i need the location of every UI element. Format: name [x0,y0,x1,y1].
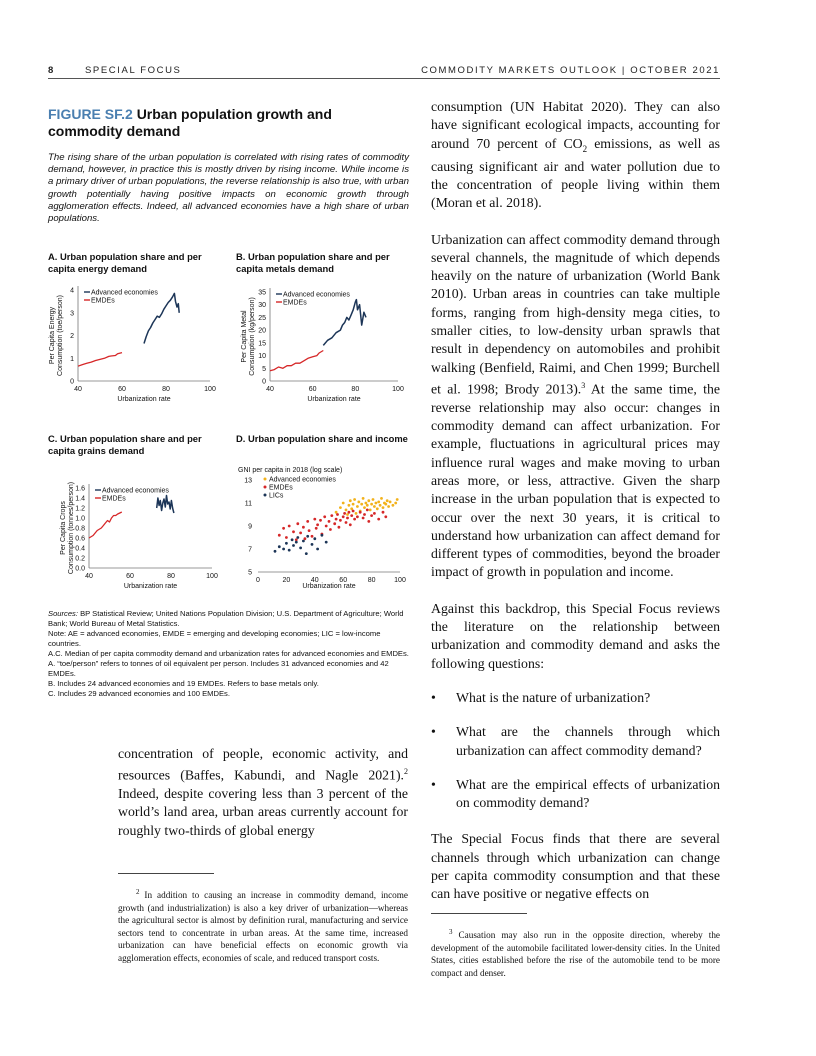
left-body-text [118,745,408,840]
bullet-text-3: What are the empirical effects of urbanization on commodity demand? [456,776,720,811]
scatter-point [367,520,370,523]
scatter-point [362,517,365,520]
p1-text-a: consumption (UN Habitat 2020). They can also have significant ecological impacts, accounting for around 70 percent of CO [431,99,720,151]
x-tick-label: 60 [308,386,317,393]
scatter-point [305,552,308,555]
y-tick-label: 15 [258,340,266,348]
x-tick-label: 60 [118,386,126,393]
right-paragraph-3: Against this backdrop, this Special Focus reviews the literature on the relationship between urbanization and commodity demand and asks the following questions: [431,600,720,671]
series-line [78,353,122,367]
legend-swatch [264,486,267,489]
left-paragraph-text-1: concentration of people, economic activity, and resources (Baffes, Kabundi, and Nagle 2021). [118,746,408,783]
series-line [89,512,122,538]
scatter-point [316,523,319,526]
scatter-point [362,497,365,500]
section-label: SPECIAL FOCUS [85,65,182,76]
right-paragraph-1 [431,98,720,213]
scatter-point [376,507,379,510]
y-axis-label: Per Capita Metal [241,310,248,363]
right-paragraph-4: The Special Focus finds that there are several channels through which urbanization can change per capita commodity consumption and that these can have positive or negative effects on [431,831,720,902]
scatter-point [366,509,369,512]
scatter-point [375,502,378,505]
footnote-3-num: 3 [449,928,453,936]
footnote-3 [431,926,720,979]
scatter-point [345,521,348,524]
y-tick-label: 0 [262,378,266,386]
scatter-point [304,537,307,540]
scatter-point [325,541,328,544]
panel-c-chart [44,478,224,594]
scatter-point [336,513,339,516]
figure-notes [48,609,410,699]
y-tick-label: 0.2 [75,555,85,563]
scatter-point [377,501,380,504]
series-line [144,293,179,343]
x-tick-label: 60 [126,573,134,580]
scatter-point [382,506,385,509]
x-tick-label: 40 [310,577,319,584]
x-axis-label: Urbanization rate [302,583,356,590]
scatter-point [360,503,363,506]
scatter-point [346,517,349,520]
legend-label: LICs [269,492,284,500]
scatter-point [363,506,366,509]
scatter-point [363,513,366,516]
y-axis-label: Consumption (tonnes/person) [68,481,75,575]
scatter-point [359,511,362,514]
footnote-2-num: 2 [136,888,140,896]
legend-label: Advanced economies [283,291,350,299]
legend-label: Advanced economies [269,476,336,484]
abbrev-note: Note: AE = advanced economies, EMDE = emerging and developing economies; LIC = low-income countries. [48,629,381,648]
footnote-2-text: In addition to causing an increase in commodity demand, income growth (and industrialization) is also a key driver of urbanization—whereas the agricultural sector is almost by definition rural, manufacturing and service sectors tend to concentrate in urban areas. At the same time, increased urbanization can have beneficial effects on economic growth via agglomeration effects, economies of scale, and reduced transport costs. [118,890,408,964]
scatter-point [384,515,387,518]
scatter-point [338,526,341,529]
footnote-3-text: Causation may also run in the opposite direction, whereby the development of the automobile facilitated lower-density cities. In the United States, cities established before the rise of the automobile tend to be more compact and denser. [431,930,720,978]
scatter-point [342,515,345,518]
scatter-point [306,520,309,523]
co2-subscript: 2 [582,143,588,154]
scatter-point [302,540,305,543]
scatter-point [311,535,314,538]
legend-label: Advanced economies [91,289,158,297]
scatter-point [315,527,318,530]
list-item [431,723,720,760]
scatter-point [285,542,288,545]
x-tick-label: 20 [282,577,291,584]
scatter-point [380,497,383,500]
scatter-point [321,534,324,537]
panel-b-title: B. Urban population share and per capita metals demand [236,251,390,274]
scatter-point [339,506,342,509]
note-ac: A.C. Median of per capita commodity demand and urbanization rates for advanced economies and EMDEs. [48,649,409,658]
scatter-point [373,505,376,508]
x-tick-label: 60 [339,577,348,584]
scatter-point [370,503,373,506]
scatter-point [372,498,375,501]
scatter-point [292,530,295,533]
legend-label: EMDEs [91,297,115,305]
question-list [431,689,720,812]
publication-title: COMMODITY MARKETS OUTLOOK | OCTOBER 2021 [421,65,720,76]
legend-swatch [264,494,267,497]
scatter-point [278,534,281,537]
y-tick-label: 30 [258,302,266,310]
scatter-point [323,515,326,518]
scatter-point [382,511,385,514]
right-body-text [431,98,720,904]
panel-d-chart [228,460,414,594]
page-number: 8 [48,65,55,76]
scatter-point [356,505,359,508]
bullet-3: • [431,776,436,792]
scatter-point [350,514,353,517]
x-tick-label: 40 [74,386,82,393]
left-paragraph [118,745,408,840]
scatter-point [345,509,348,512]
y-tick-label: 0 [70,378,74,386]
bullet-text-2: What are the channels through which urbanization can affect commodity demand? [456,724,720,758]
figure-label: FIGURE SF.2 [48,106,133,122]
scatter-point [288,525,291,528]
scatter-point [325,525,328,528]
scatter-point [353,518,356,521]
scatter-point [299,532,302,535]
y-tick-label: 0.6 [75,535,85,543]
footnote-rule-left [118,873,214,874]
scatter-point [369,509,372,512]
figure-description: The rising share of the urban population is correlated with rising rates of commodity demand, however, in practice this is mostly driven by rising income. While income is a primary driver of urban populations, the reverse relationship is also true, with urban growth potentially having positive impacts on economic growth through agglomeration effects. Indeed, all advanced economies have a high share of urban populations. [48,152,409,225]
scatter-point [333,522,336,525]
scatter-point [285,536,288,539]
note-a: A. “toe/person” refers to tonnes of oil equivalent per person. Includes 31 advanced economies and 42 EMDEs. [48,659,389,678]
footnote-2 [118,886,408,965]
header-rule [48,78,720,79]
x-tick-label: 40 [85,573,93,580]
bullet-2: • [431,724,436,740]
scatter-point [392,504,395,507]
scatter-point [353,498,356,501]
legend-swatch [264,478,267,481]
x-tick-label: 100 [206,573,218,580]
x-tick-label: 40 [266,386,274,393]
sources-label: Sources: [48,609,78,618]
y-tick-label: 0.4 [75,545,85,553]
note-c: C. Includes 29 advanced economies and 100 EMDEs. [48,689,230,698]
y-axis-label: Consumption (toe/person) [57,295,64,376]
x-tick-label: 100 [394,577,406,584]
y-tick-label: 35 [258,289,266,297]
scatter-point [386,499,389,502]
series-line [323,300,366,346]
sources-text: BP Statistical Review; United Nations Population Division; U.S. Department of Agriculture; World Bank; World Bureau of Metal Statistics. [48,609,404,628]
y-tick-label: 0.0 [75,565,85,573]
scatter-point [299,547,302,550]
scatter-point [352,503,355,506]
y-tick-label: 1.2 [75,505,85,513]
scatter-point [377,518,380,521]
scatter-point [295,541,298,544]
figure-title [48,106,410,140]
panel-c-title: C. Urban population share and per capita grains demand [48,433,202,456]
scatter-point [370,514,373,517]
series-line [270,351,323,371]
y-tick-label: 9 [248,523,252,531]
scatter-point [274,550,277,553]
scatter-point [389,501,392,504]
scatter-point [296,522,299,525]
panel-a-title: A. Urban population share and per capita energy demand [48,251,202,274]
list-item [431,689,720,707]
scatter-point [356,515,359,518]
scatter-point [306,535,309,538]
y-axis-label: Per Capita Crops [60,501,67,555]
scatter-point [367,499,370,502]
y-tick-label: 4 [70,287,74,295]
y-tick-label: 1.0 [75,515,85,523]
x-tick-label: 100 [204,386,216,393]
sources-note [48,609,410,629]
scatter-point [296,536,299,539]
p2-text-a: Urbanization can affect commodity demand through several channels, the magnitude of which depends heavily on the nature of urbanization (World Bank 2010). Urban areas in countries can take multiple forms, ranging from high-density mega cities, to smaller cities, to low-density urban sprawls that result in dependency on automobiles and prohibit walking (Benfield, Raimi, and Chen 1999; Burchell et al. 1998; Brody 2013). [431,231,721,397]
legend-label: EMDEs [102,495,126,503]
chart-subtitle: GNI per capita in 2018 (log scale) [238,467,343,474]
scatter-point [328,520,331,523]
scatter-point [355,512,358,515]
scatter-point [366,504,369,507]
scatter-point [339,519,342,522]
scatter-point [330,514,333,517]
scatter-point [288,549,291,552]
scatter-point [352,510,355,513]
scatter-point [379,504,382,507]
panel-b-chart [228,280,414,408]
scatter-point [343,512,346,515]
y-tick-label: 5 [262,365,266,373]
scatter-point [291,538,294,541]
y-tick-label: 20 [258,327,266,335]
scatter-point [342,502,345,505]
scatter-point [373,512,376,515]
scatter-point [292,544,295,547]
y-tick-label: 11 [244,500,252,508]
scatter-point [313,518,316,521]
list-item [431,776,720,813]
y-tick-label: 2 [70,333,74,340]
right-paragraph-2 [431,231,720,582]
scatter-point [319,519,322,522]
x-tick-label: 80 [167,573,175,580]
panel-d-title: D. Urban population share and income [236,433,408,444]
x-tick-label: 100 [392,386,404,393]
y-tick-label: 25 [258,314,266,322]
scatter-point [316,548,319,551]
scatter-point [302,526,305,529]
y-tick-label: 5 [248,569,252,577]
footnote-rule-right [431,913,527,914]
scatter-point [348,504,351,507]
x-tick-label: 80 [367,577,376,584]
y-tick-label: 10 [258,353,266,361]
x-tick-label: 80 [351,386,360,393]
y-axis-label: Consumption (kg/person) [249,297,256,376]
y-tick-label: 1.6 [75,485,85,493]
scatter-point [384,503,387,506]
scatter-point [329,528,332,531]
scatter-point [387,505,390,508]
scatter-point [349,499,352,502]
bullet-text-1: What is the nature of urbanization? [456,689,651,705]
panel-a-chart [44,280,224,408]
scatter-point [282,548,285,551]
scatter-point [396,498,399,501]
legend-label: Advanced economies [102,487,169,495]
footnote-ref-2[interactable]: 2 [404,767,408,777]
note-b: B. Includes 24 advanced economies and 19 EMDEs. Refers to base metals only. [48,679,319,688]
y-tick-label: 7 [248,546,252,554]
legend-label: EMDEs [269,484,293,492]
y-tick-label: 13 [244,477,252,485]
left-paragraph-text-2: Indeed, despite covering less than 3 percent of the world’s land area, urban areas currently account for roughly two-thirds of global energy [118,786,408,838]
scatter-point [335,518,338,521]
p1-text-b: emissions, as well as causing significant air and water pollution due to the concentration of people living within them (Moran et al. 2018). [431,135,720,211]
y-axis-label: Per Capita Energy [49,306,56,365]
series-line [157,496,174,514]
x-axis-label: Urbanization rate [123,583,178,590]
legend-label: EMDEs [283,299,307,307]
bullet-1: • [431,689,436,705]
x-tick-label: 0 [256,577,260,584]
scatter-point [282,527,285,530]
y-tick-label: 3 [70,310,74,318]
scatter-point [308,529,311,532]
scatter-point [348,511,351,514]
y-tick-label: 0.8 [75,525,85,533]
x-tick-label: 80 [162,386,170,393]
y-tick-label: 1.4 [75,495,85,503]
scatter-point [394,502,397,505]
footnote-ref-3[interactable]: 3 [581,380,586,390]
y-tick-label: 1 [70,355,74,363]
scatter-point [313,537,316,540]
figure-title-text: Urban population growth and commodity demand [48,106,332,139]
p2-text-b: At the same time, the reverse relationship may also occur: changes in commodity demand can affect urbanization. For example, fluctuations in agricultural prices may influence rural wages and make moving to urban areas more, or less, attractive. Given the sharp increase in the urban population that is expected to occur over the next 30 years, it is critical to understand how urbanization can affect demand for different types of commodities, beyond the broader impact of growth in population and income. [431,381,721,580]
scatter-point [311,543,314,546]
x-axis-label: Urbanization rate [117,396,171,403]
scatter-point [278,545,281,548]
scatter-point [349,523,352,526]
x-axis-label: Urbanization rate [307,396,361,403]
scatter-point [357,501,360,504]
